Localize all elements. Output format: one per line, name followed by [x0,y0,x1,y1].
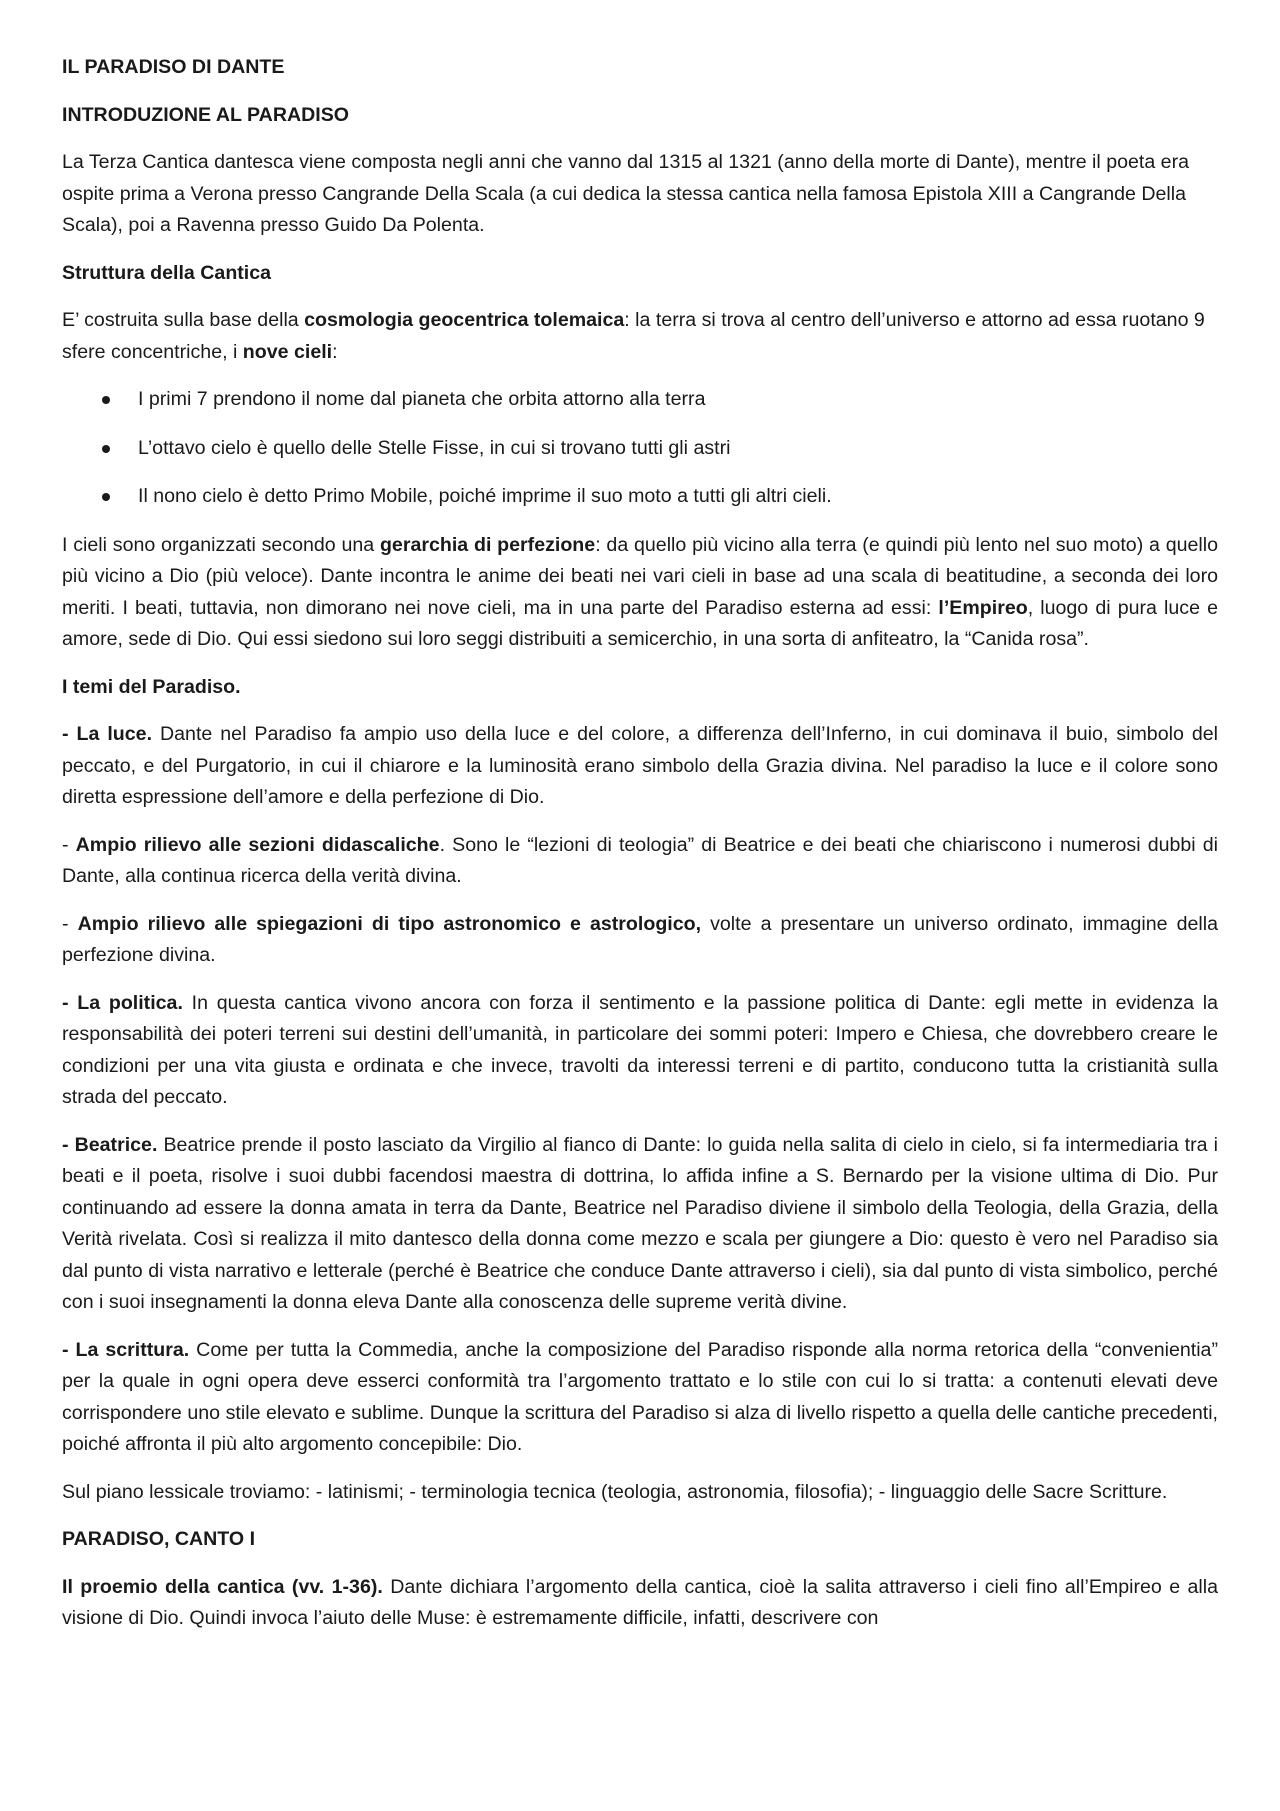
tema-didascaliche-paragraph [62,830,1218,893]
tema-text: Dante nel Paradiso fa ampio uso della luce e del colore, a differenza dell’Inferno, in cui dominava il buio, simbolo del peccato, e del Purgatorio, in cui il chiarore e la luminosità erano simbolo della Grazia divina. Nel paradiso la luce e il colore sono diretta espressione dell’amore e della perfezione di Dio. [62,723,1218,808]
tema-text: . Sono le “lezioni di teologia” di Beatrice e dei beati che chiariscono i numerosi dubbi di Dante, alla continua ricerca della verità divina. [62,833,1219,887]
text-span: E’ costruita sulla base della [62,309,305,331]
bold-term: gerarchia di perfezione [379,533,596,556]
tema-beatrice-paragraph [62,1130,1218,1319]
list-item [102,384,1218,416]
intro-paragraph: La Terza Cantica dantesca viene composta negli anni che vanno dal 1315 al 1321 (anno della morte di Dante), mentre il poeta era ospite prima a Verona presso Cangrande Della Scala (a cui dedica la stessa cantica nella famosa Epistola XIII a Cangrande Della Scala), poi a Ravenna presso Guido Da Polenta. [62,151,1189,236]
list-item-text: Il nono cielo è detto Primo Mobile, poiché imprime il suo moto a tutti gli altri cieli. [138,485,832,507]
tema-prefix: - [62,833,76,856]
tema-politica-paragraph [62,988,1218,1114]
lessico-paragraph: Sul piano lessicale troviamo: - latinismi; - terminologia tecnica (teologia, astronomia, filosofia); - linguaggio delle Sacre Scritture. [62,1480,1168,1503]
text-span: : da quello più vicino alla terra (e quindi più lento nel suo moto) a quello più vicino a Dio (più veloce). Dante incontra le anime dei beati nei vari cieli in base ad una scala di beatitudine, a seconda dei loro meriti. I beati, tuttavia, non dimorano nei nove cieli, ma in una parte del Paradiso esterna ad essi: [62,533,1219,619]
text-span: : la terra si trova al centro dell’universo e attorno ad essa ruotano 9 sfere concentriche, i [62,309,1205,363]
temi-heading: I temi del Paradiso. [62,675,241,698]
bold-term: l’Empireo [938,596,1028,619]
tema-lead: - Beatrice. [62,1133,158,1156]
proemio-text: Dante dichiara l’argomento della cantica, cioè la salita attraverso i cieli fino all’Empireo e alla visione di Dio. Quindi invoca l’aiuto delle Muse: è estremamente difficile, infatti, descrivere con [62,1575,1218,1629]
intro-heading: INTRODUZIONE AL PARADISO [62,103,350,126]
tema-text: volte a presentare un universo ordinato, immagine della perfezione divina. [62,912,1218,966]
tema-lead: - La politica. [62,991,183,1014]
tema-prefix: - [62,912,78,935]
tema-luce-paragraph [62,719,1218,814]
bullet-icon [102,493,110,501]
document-title: IL PARADISO DI DANTE [62,56,285,78]
tema-scrittura-paragraph [62,1335,1218,1461]
list-item-text: I primi 7 prendono il nome dal pianeta che orbita attorno alla terra [138,388,706,410]
cieli-paragraph [62,530,1218,656]
cieli-bullet-list [62,384,1218,513]
tema-lead: - La scrittura. [62,1338,190,1361]
list-item-text: L’ottavo cielo è quello delle Stelle Fisse, in cui si trovano tutti gli astri [138,436,731,459]
canto-heading: PARADISO, CANTO I [62,1528,256,1550]
text-span: : [332,340,338,363]
tema-lead: - La luce. [62,723,153,745]
tema-lead: Ampio rilievo alle spiegazioni di tipo astronomico e astrologico, [77,912,702,935]
text-span: I cieli sono organizzati secondo una [62,533,380,556]
tema-text: Come per tutta la Commedia, anche la composizione del Paradiso risponde alla norma retorica della “convenientia” per la quale in ogni opera deve esserci conformità tra l’argomento trattato e lo stile con cui lo si tratta: a contenuti elevati deve corrispondere uno stile elevato e sublime. Dunque la scrittura del Paradiso si alza di livello rispetto a quella delle cantiche precedenti, poiché affronta il più alto argomento concepibile: Dio. [62,1338,1218,1455]
tema-text: Beatrice prende il posto lasciato da Virgilio al fianco di Dante: lo guida nella salita di cielo in cielo, si fa intermediaria tra i beati e il poeta, risolve i suoi dubbi facendosi maestra di dottrina, lo affida infine a S. Bernardo per la visione ultima di Dio. Pur continuando ad essere la donna amata in terra da Dante, Beatrice nel Paradiso diviene il simbolo della Teologia, della Grazia, della Verità rivelata. Così si realizza il mito dantesco della donna come mezzo e scala per giungere a Dio: questo è vero nel Paradiso sia dal punto di vista narrativo e letterale (perché è Beatrice che conduce Dante attraverso i cieli), sia dal punto di vista simbolico, perché con i suoi insegnamenti la donna eleva Dante alla conoscenza delle supreme verità divine. [62,1133,1218,1313]
tema-lead: Ampio rilievo alle sezioni didascaliche [75,833,440,856]
tema-astronomico-paragraph [62,909,1218,972]
bullet-icon [102,445,110,453]
bold-term: cosmologia geocentrica tolemaica [304,309,625,331]
proemio-lead: Il proemio della cantica (vv. 1-36). [62,1575,383,1598]
struttura-paragraph [62,305,1218,368]
list-item [102,433,1218,465]
tema-text: In questa cantica vivono ancora con forza il sentimento e la passione politica di Dante: egli mette in evidenza la responsabilità dei poteri terreni sui destini dell’umanità, in particolare dei sommi poteri: Impero e Chiesa, che dovrebbero creare le condizioni per una vita giusta e ordinata e che invece, travolti da interessi terreni e di partito, conducono tutta la cristianità sulla strada del peccato. [62,991,1218,1108]
bold-term: nove cieli [242,340,333,363]
struttura-heading: Struttura della Cantica [62,261,272,284]
list-item [102,481,1218,513]
bullet-icon [102,396,110,404]
proemio-paragraph [62,1572,1218,1635]
text-span: , luogo di pura luce e amore, sede di Dio. Qui essi siedono sui loro seggi distribuiti a semicerchio, in una sorta di anfiteatro, la “Canida rosa”. [62,596,1218,650]
